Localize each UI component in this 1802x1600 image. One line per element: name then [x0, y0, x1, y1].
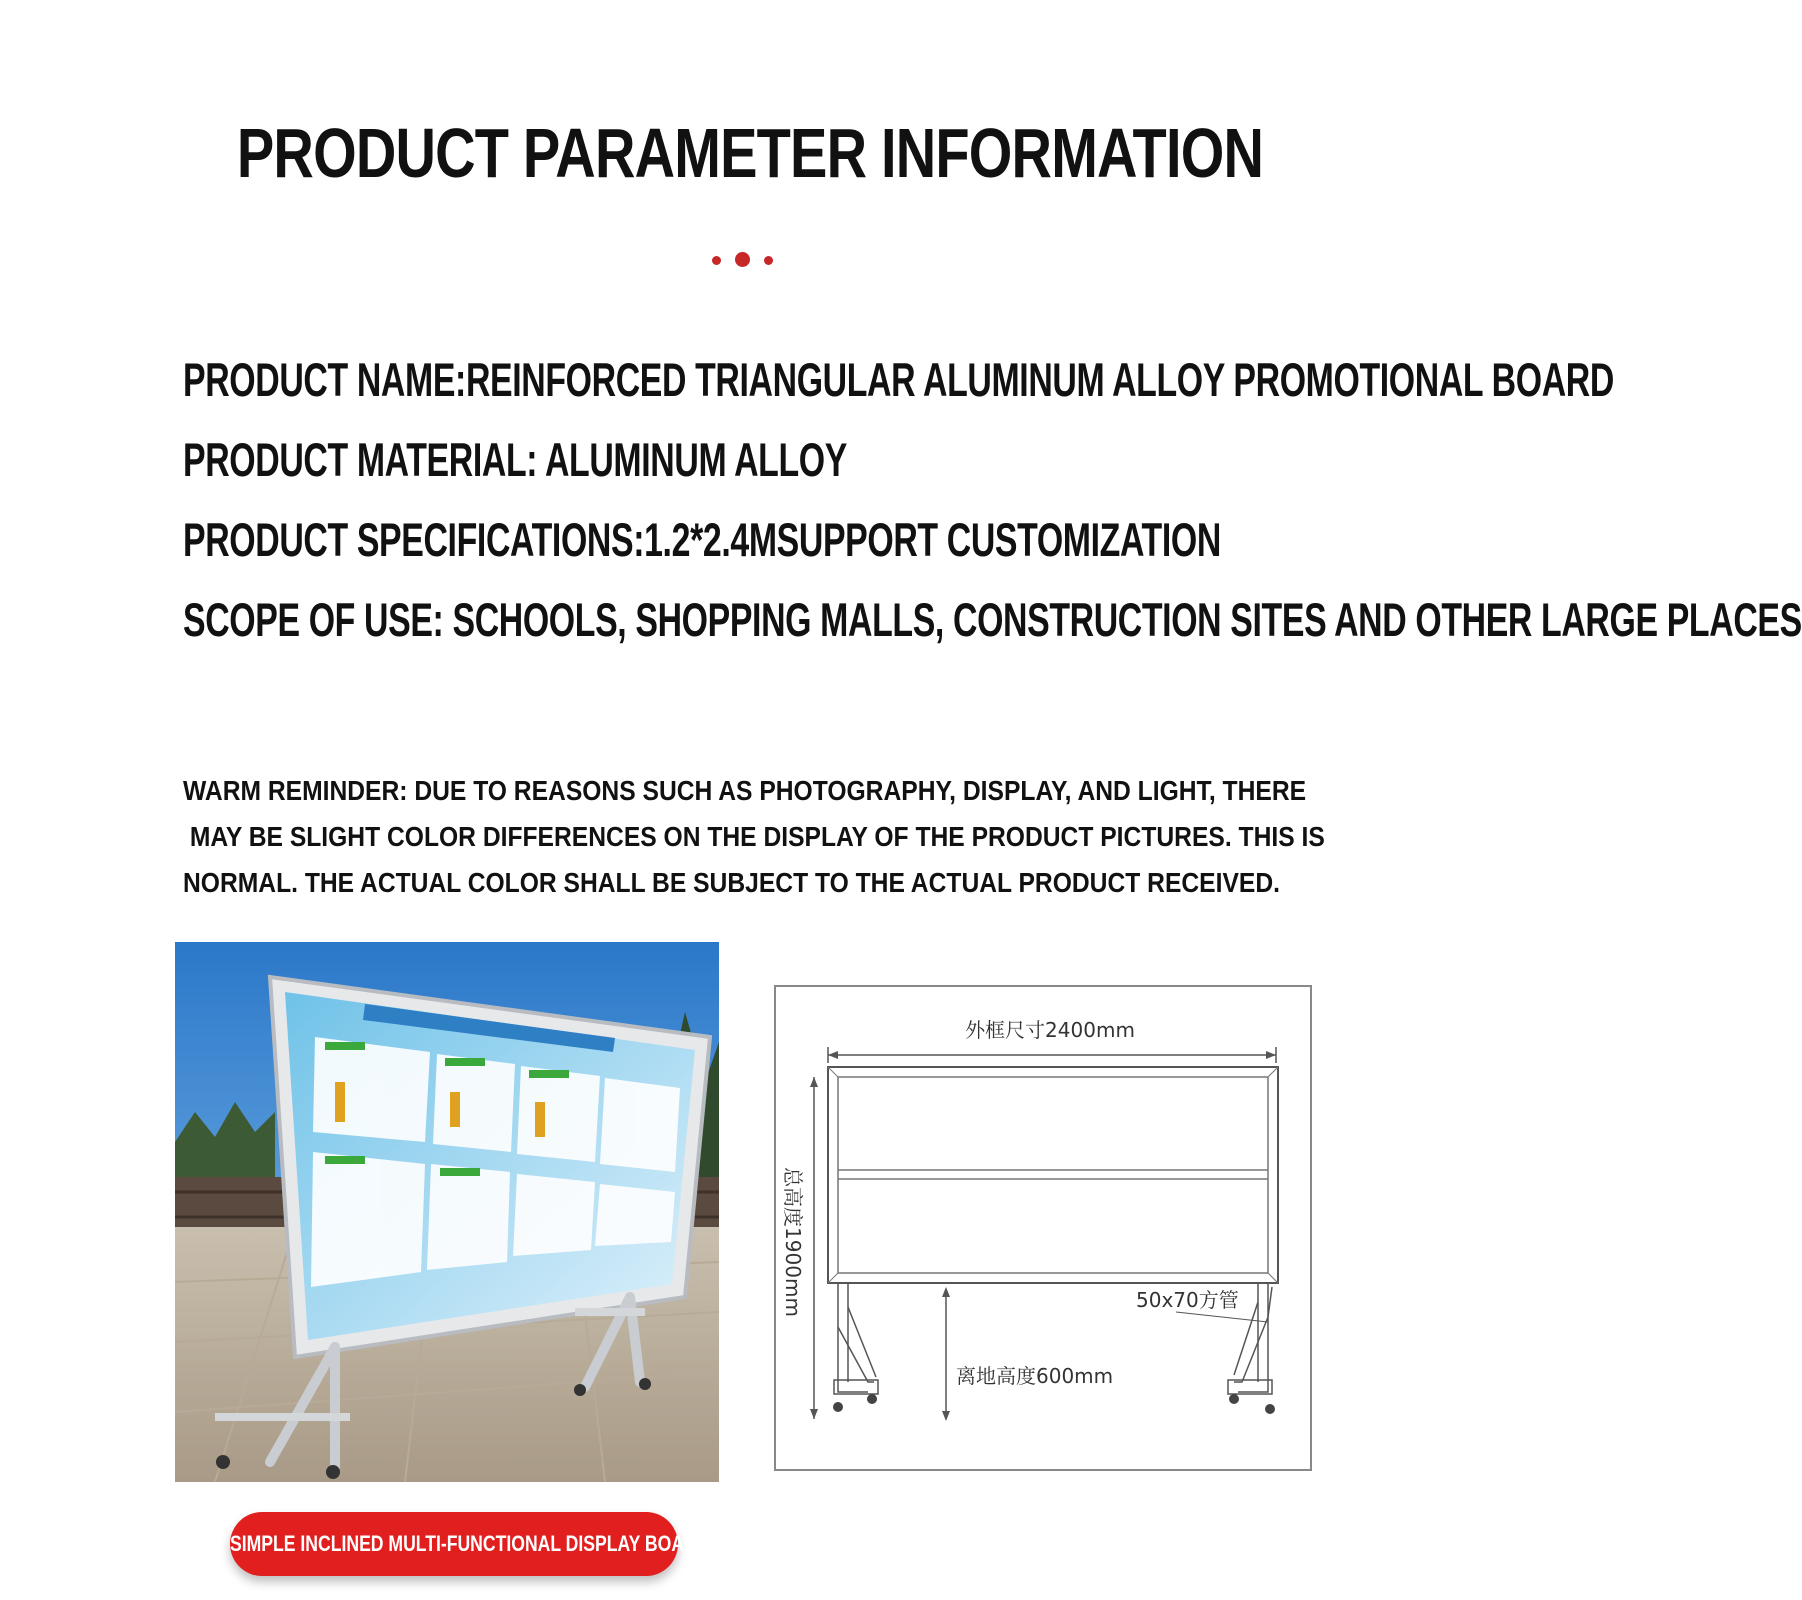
parameter-list [183, 340, 1802, 660]
warm-reminder [183, 768, 1325, 906]
reminder-line: WARM REMINDER: DUE TO REASONS SUCH AS PHOTOGRAPHY, DISPLAY, AND LIGHT, THERE [183, 775, 1307, 806]
dimension-diagram [774, 985, 1312, 1471]
param-scope: SCOPE OF USE: SCHOOLS, SHOPPING MALLS, CONSTRUCTION SITES AND OTHER LARGE PLACES [183, 593, 1802, 646]
page-title: PRODUCT PARAMETER INFORMATION [236, 114, 1264, 192]
dot-center [735, 252, 750, 267]
decorative-dots [712, 252, 784, 268]
caption-text: SIMPLE INCLINED MULTI-FUNCTIONAL DISPLAY BOARD [230, 1531, 710, 1556]
board-outer-frame [828, 1067, 1278, 1283]
dimension-diagram-drawing [776, 987, 1310, 1469]
outer-size-label: 外框尺寸2400mm [965, 1018, 1135, 1042]
reminder-line: NORMAL. THE ACTUAL COLOR SHALL BE SUBJECT TO THE ACTUAL PRODUCT RECEIVED. [183, 867, 1280, 898]
tube-label: 50x70方管 [1136, 1288, 1239, 1312]
product-photo [175, 942, 719, 1482]
param-specifications: PRODUCT SPECIFICATIONS:1.2*2.4MSUPPORT CUSTOMIZATION [183, 513, 1221, 566]
dot-left [712, 256, 721, 265]
ground-height-label: 离地高度600mm [956, 1364, 1114, 1388]
product-photo-illustration [175, 942, 719, 1482]
param-product-name: PRODUCT NAME:REINFORCED TRIANGULAR ALUMINUM ALLOY PROMOTIONAL BOARD [183, 353, 1614, 406]
caption-badge [230, 1512, 710, 1576]
param-material: PRODUCT MATERIAL: ALUMINUM ALLOY [183, 433, 847, 486]
total-height-label: 总高度1900mm [781, 1167, 805, 1317]
dot-right [764, 256, 773, 265]
reminder-line: MAY BE SLIGHT COLOR DIFFERENCES ON THE DISPLAY OF THE PRODUCT PICTURES. THIS IS [183, 821, 1325, 852]
